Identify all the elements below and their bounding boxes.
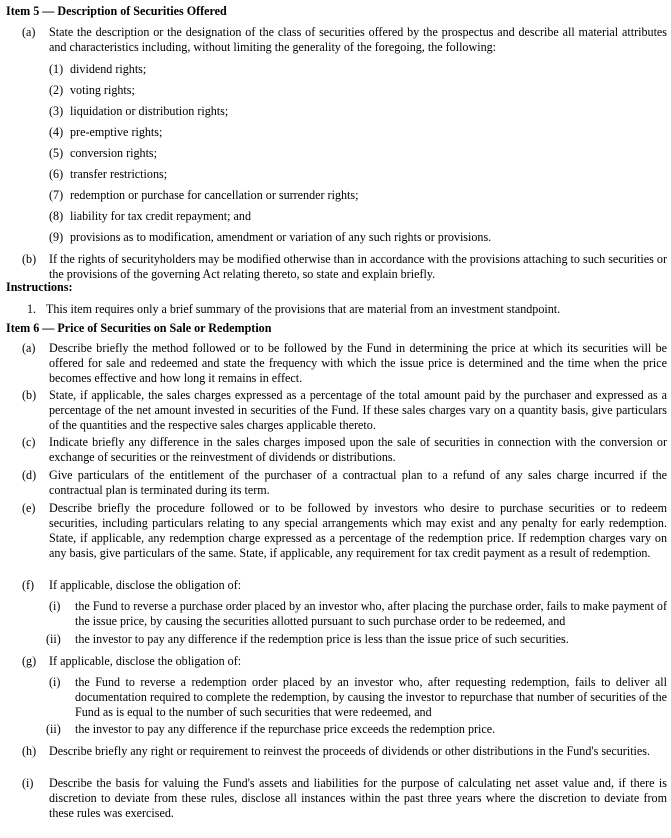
item5-a-text: State the description or the designation of the class of securities offered by the prospectus and describe all material attributes and characteristics including, without limiting the generality of the foregoing, the following: <box>49 25 667 54</box>
item6-g-ii-text: the investor to pay any difference if the repurchase price exceeds the redemption price. <box>75 722 496 736</box>
list-item: redemption or purchase for cancellation or surrender rights; <box>70 188 359 202</box>
item5-b-label: (b) <box>22 252 37 266</box>
list-item-label: (9) <box>49 230 64 244</box>
list-item-label: (4) <box>49 125 64 139</box>
item6-d-text: Give particulars of the entitlement of the purchaser of a contractual plan to a refund of any sales charge incurred if the contractual plan is terminated during its term. <box>49 468 667 497</box>
list-item: liquidation or distribution rights; <box>70 104 229 118</box>
instruction-label: 1. <box>27 302 37 316</box>
list-item-label: (8) <box>49 209 64 223</box>
list-item: provisions as to modification, amendment or variation of any such rights or provisions. <box>70 230 492 244</box>
list-item: pre-emptive rights; <box>70 125 163 139</box>
item6-g-i-text: the Fund to reverse a redemption order placed by an investor who, after requesting redemption, fails to deliver all documentation required to complete the redemption, by causing the investor to repurchase that number of securities of the Fund as is equal to the number of such securities that were redeemed, and <box>75 675 667 719</box>
list-item-label: (5) <box>49 146 64 160</box>
item6-f-label: (f) <box>22 578 35 592</box>
list-item-label: (6) <box>49 167 64 181</box>
item6-f-ii-label: (ii) <box>46 632 61 646</box>
item6-f-text: If applicable, disclose the obligation of: <box>49 578 242 592</box>
list-item: conversion rights; <box>70 146 157 160</box>
list-item: transfer restrictions; <box>70 167 168 181</box>
instruction-text: This item requires only a brief summary of the provisions that are material from an investment standpoint. <box>46 302 561 316</box>
item5-a-label: (a) <box>22 25 36 39</box>
item6-f-ii-text: the investor to pay any difference if the redemption price is less than the issue price of such securities. <box>75 632 569 646</box>
item6-h-text: Describe briefly any right or requirement to reinvest the proceeds of dividends or other distributions in the Fund's securities. <box>49 744 651 758</box>
item6-f-i-text: the Fund to reverse a purchase order placed by an investor who, after placing the purchase order, fails to make payment of the issue price, by causing the securities allotted pursuant to such purchase order to be redeemed, and <box>75 599 667 628</box>
item6-c-text: Indicate briefly any difference in the sales charges imposed upon the sale of securities in connection with the conversion or exchange of securities or the reinvestment of dividends or distributions. <box>49 435 667 464</box>
item6-a-text: Describe briefly the method followed or to be followed by the Fund in determining the price at which its securities will be offered for sale and redeemed and state the frequency with which the issue price is determined and the time when the price becomes effective and how long it remains in effect. <box>49 341 667 385</box>
item6-g-label: (g) <box>22 654 37 668</box>
item6-b-label: (b) <box>22 388 37 402</box>
item6-i-text: Describe the basis for valuing the Fund's assets and liabilities for the purpose of calculating net asset value and, if there is discretion to deviate from these rules, disclose all instances within the past three years where the discretion to deviate from these rules was exercised. <box>49 776 667 820</box>
list-item: voting rights; <box>70 83 135 97</box>
item6-e-text: Describe briefly the procedure followed or to be followed by investors who desire to purchase securities or to redeem securities, including particulars relating to any special arrangements which may exist and any penalty for early redemption. State, if applicable, any redemption charge expressed as a percentage of the redemption price. If redemption charges vary on any basis, give particulars of the same. State, if applicable, any requirement for tax credit payment as a result of redemption. <box>49 501 667 560</box>
instructions-heading: Instructions: <box>6 280 73 294</box>
item6-a-label: (a) <box>22 341 36 355</box>
item6-f-i-label: (i) <box>49 599 61 613</box>
item6-h-label: (h) <box>22 744 37 758</box>
item6-g-i-label: (i) <box>49 675 61 689</box>
item6-i-label: (i) <box>22 776 34 790</box>
item6-g-ii-label: (ii) <box>46 722 61 736</box>
item6-d-label: (d) <box>22 468 37 482</box>
list-item: liability for tax credit repayment; and <box>70 209 252 223</box>
item6-b-text: State, if applicable, the sales charges expressed as a percentage of the total amount paid by the purchaser and expressed as a percentage of the net amount invested in securities of the Fund. If these sales charges vary on a quantity basis, give particulars of the quantities and the respective sales charges applicable thereto. <box>49 388 667 432</box>
list-item-label: (3) <box>49 104 64 118</box>
item6-heading: Item 6 — Price of Securities on Sale or Redemption <box>6 321 272 335</box>
list-item-label: (2) <box>49 83 64 97</box>
item6-g-text: If applicable, disclose the obligation of: <box>49 654 242 668</box>
item5-heading: Item 5 — Description of Securities Offered <box>6 4 227 18</box>
list-item: dividend rights; <box>70 62 147 76</box>
list-item-label: (7) <box>49 188 64 202</box>
item5-b-text: If the rights of securityholders may be modified otherwise than in accordance with the provisions attaching to such securities or the provisions of the governing Act relating thereto, so state and explain briefly. <box>49 252 667 281</box>
item6-c-label: (c) <box>22 435 36 449</box>
list-item-label: (1) <box>49 62 64 76</box>
item6-e-label: (e) <box>22 501 36 515</box>
